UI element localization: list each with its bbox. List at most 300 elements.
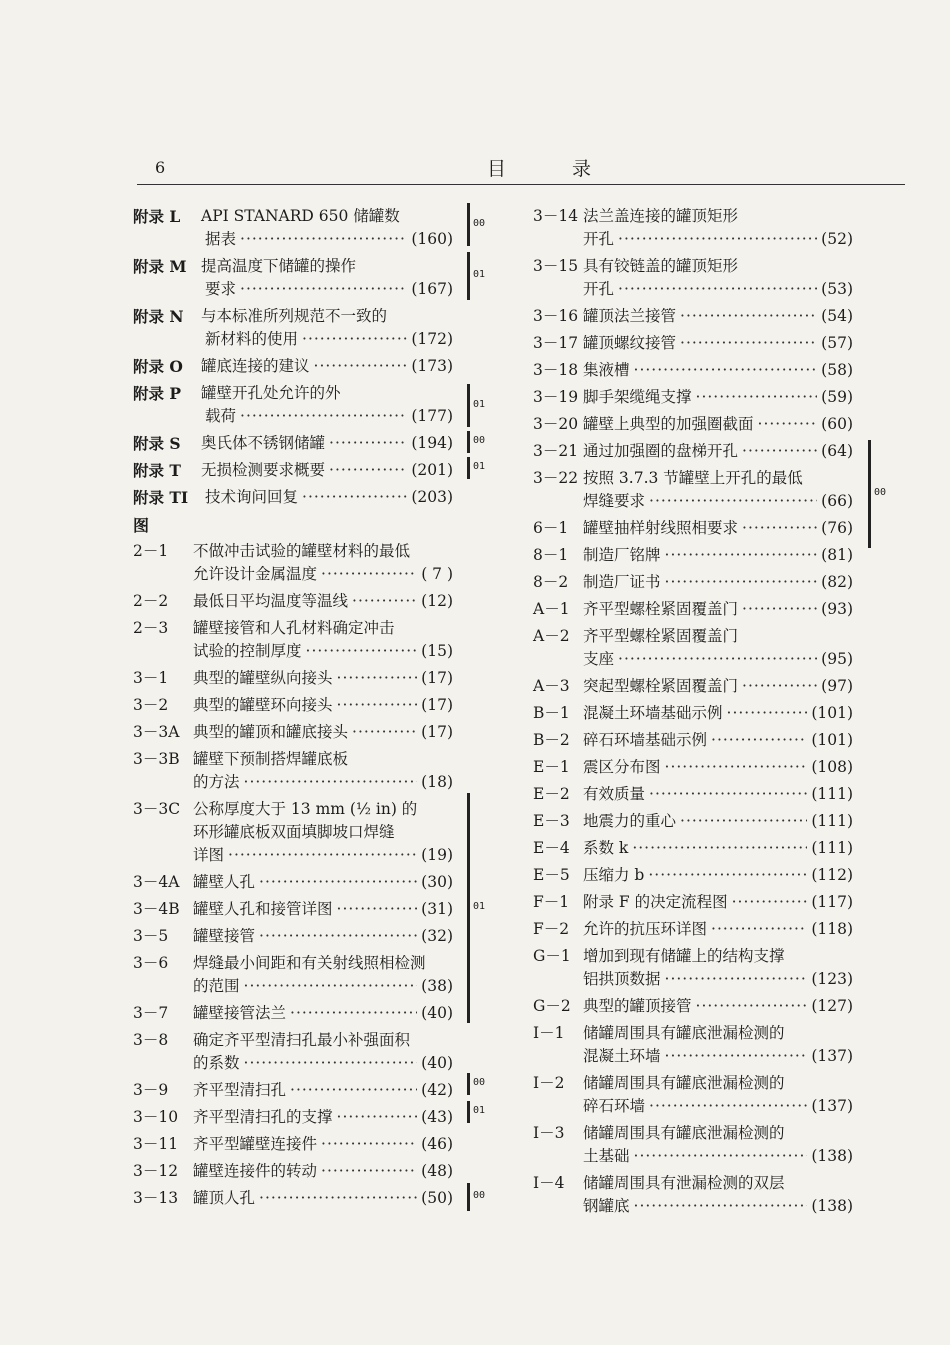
toc-entry-leader-row: [193, 771, 453, 794]
toc-entry-number: 3－3C: [133, 800, 181, 818]
toc-entry-title: 土基础: [583, 1147, 630, 1165]
toc-entry[interactable]: [133, 694, 453, 717]
dot-leader: [337, 1106, 418, 1129]
toc-entry-title: 按照 3.7.3 节罐壁上开孔的最低: [583, 469, 803, 487]
toc-entry-title: 储罐周围具有罐底泄漏检测的: [583, 1124, 785, 1142]
dot-leader: [742, 440, 817, 463]
toc-entry-title: 罐顶人孔: [193, 1189, 256, 1207]
dot-leader: [337, 667, 418, 690]
toc-entry-title: 最低日平均温度等温线: [193, 592, 349, 610]
toc-entry-leader-row: [193, 563, 453, 586]
dot-leader: [337, 898, 418, 921]
toc-entry-page: (172): [411, 330, 453, 348]
dot-leader: [352, 721, 417, 744]
toc-entry-title: 开孔: [583, 230, 615, 248]
toc-entry-page: (123): [811, 970, 853, 988]
toc-entry[interactable]: [533, 1122, 853, 1168]
toc-entry[interactable]: [133, 925, 453, 948]
toc-entry-leader-row: [205, 328, 453, 351]
toc-entry-number: 附录 P: [133, 384, 182, 403]
toc-entry-leader-row: [583, 305, 853, 328]
toc-entry-leader-row: [193, 925, 453, 948]
toc-entry-title: 要求: [205, 280, 237, 298]
toc-entry-leader-row: [583, 490, 853, 513]
dot-leader: [259, 1187, 417, 1210]
toc-entry-number: 3－8: [133, 1031, 169, 1049]
toc-entry[interactable]: [533, 255, 853, 301]
toc-entry-page: (12): [421, 592, 453, 610]
toc-entry[interactable]: [533, 837, 853, 860]
toc-entry-title: 罐壁上典型的加强圈截面: [583, 415, 754, 433]
toc-entry-leader-row: [583, 544, 853, 567]
toc-entry-leader-row: [193, 590, 453, 613]
toc-entry[interactable]: [133, 1160, 453, 1183]
revision-label: 00: [473, 217, 486, 229]
revision-label: 01: [473, 461, 486, 472]
toc-entry-leader-row: [193, 898, 453, 921]
toc-entry-page: ( 7 ): [421, 565, 453, 583]
toc-entry-title: 公称厚度大于 13 mm (½ in) 的: [193, 800, 418, 818]
revision-bar: [467, 457, 470, 479]
toc-entry[interactable]: [533, 544, 853, 567]
revision-bar: [467, 1183, 470, 1211]
toc-entry-title: 的系数: [193, 1054, 240, 1072]
toc-entry-leader-row: [583, 440, 853, 463]
dot-leader: [742, 598, 817, 621]
toc-entry-title: 齐平型罐壁连接件: [193, 1135, 318, 1153]
toc-entry-page: (97): [821, 677, 853, 695]
toc-entry-number: 8－1: [533, 546, 569, 564]
toc-entry-leader-row: [193, 844, 453, 867]
toc-entry-number: 3－16: [533, 307, 579, 325]
toc-entry-page: (60): [821, 415, 853, 433]
toc-entry[interactable]: [533, 1172, 853, 1218]
toc-entry-number: 3－12: [133, 1162, 179, 1180]
toc-entry-title: 允许设计金属温度: [193, 565, 318, 583]
toc-entry-number: B－1: [533, 704, 570, 722]
toc-entry-page: (111): [811, 785, 853, 803]
toc-entry-leader-row: [583, 702, 853, 725]
dot-leader: [742, 517, 817, 540]
toc-entry[interactable]: [533, 1022, 853, 1068]
toc-entry[interactable]: [133, 952, 453, 998]
toc-entry-leader-row: [193, 975, 453, 998]
toc-entry-number: B－2: [533, 731, 570, 749]
toc-entry-title: 罐壁连接件的转动: [193, 1162, 318, 1180]
toc-entry[interactable]: [533, 205, 853, 251]
toc-entry-page: (137): [811, 1047, 853, 1065]
toc-entry-number: 附录 M: [133, 257, 187, 276]
dot-leader: [649, 783, 807, 806]
toc-entry-title: 地震力的重心: [583, 812, 677, 830]
toc-entry-number: 3－17: [533, 334, 579, 352]
toc-entry[interactable]: [533, 675, 853, 698]
toc-entry-leader-row: [583, 1145, 853, 1168]
toc-entry-number: 6－1: [533, 519, 569, 537]
toc-entry-leader-row: [193, 721, 453, 744]
toc-entry[interactable]: [133, 590, 453, 613]
revision-bar: [467, 203, 470, 246]
dot-leader: [352, 590, 417, 613]
revision-label: 01: [473, 901, 486, 912]
toc-entry-title: 奥氏体不锈钢储罐: [201, 434, 326, 452]
toc-entry-title: 不做冲击试验的罐壁材料的最低: [193, 542, 411, 560]
toc-entry[interactable]: [533, 756, 853, 779]
toc-entry-number: I－1: [533, 1024, 565, 1042]
toc-entry-title: 无损检测要求概要: [201, 461, 326, 479]
toc-entry-title: 的范围: [193, 977, 240, 995]
revision-bar: [467, 431, 470, 453]
revision-label: 00: [473, 435, 486, 446]
toc-entry-leader-row: [201, 459, 453, 482]
toc-entry-leader-row: [205, 486, 453, 509]
toc-entry-number: 3－2: [133, 696, 169, 714]
toc-entry-number: 3－1: [133, 669, 169, 687]
toc-entry[interactable]: [133, 1079, 453, 1102]
toc-entry-leader-row: [583, 278, 853, 301]
toc-entry-page: (42): [421, 1081, 453, 1099]
toc-entry-number: 3－21: [533, 442, 579, 460]
toc-entry-page: (15): [421, 642, 453, 660]
toc-entry-leader-row: [583, 1195, 853, 1218]
toc-entry-number: 3－4B: [133, 900, 180, 918]
toc-entry-number: 2－2: [133, 592, 169, 610]
dot-leader: [742, 675, 817, 698]
toc-entry-number: 3－14: [533, 207, 579, 225]
dot-leader: [240, 405, 407, 428]
toc-entry-page: (46): [421, 1135, 453, 1153]
dot-leader: [302, 328, 407, 351]
toc-entry-title: 集液槽: [583, 361, 630, 379]
toc-entry-title: 压缩力 b: [583, 866, 645, 884]
toc-entry-title: 焊缝最小间距和有关射线照相检测: [193, 954, 426, 972]
toc-entry-page: (201): [411, 461, 453, 479]
toc-entry-number: 3－11: [133, 1135, 179, 1153]
toc-entry-page: (54): [821, 307, 853, 325]
dot-leader: [306, 640, 418, 663]
toc-entry[interactable]: [533, 864, 853, 887]
toc-entry[interactable]: [533, 810, 853, 833]
toc-entry-title: 载荷: [205, 407, 237, 425]
toc-entry[interactable]: [533, 332, 853, 355]
toc-entry[interactable]: [133, 205, 453, 251]
toc-entry[interactable]: [133, 1106, 453, 1129]
toc-entry[interactable]: [533, 918, 853, 941]
dot-leader: [758, 413, 818, 436]
toc-entry[interactable]: [133, 355, 453, 378]
dot-leader: [259, 871, 417, 894]
toc-entry-leader-row: [583, 837, 853, 860]
toc-entry-number: E－2: [533, 785, 570, 803]
toc-entry[interactable]: [133, 255, 453, 301]
toc-entry-number: E－4: [533, 839, 570, 857]
toc-entry[interactable]: [133, 898, 453, 921]
toc-entry[interactable]: [133, 617, 453, 663]
dot-leader: [649, 490, 817, 513]
toc-entry[interactable]: [533, 891, 853, 914]
dot-leader: [711, 729, 807, 752]
toc-entry[interactable]: [533, 625, 853, 671]
toc-entry-number: A－1: [533, 600, 570, 618]
toc-entry[interactable]: [533, 1072, 853, 1118]
dot-leader: [649, 1095, 807, 1118]
toc-entry[interactable]: [133, 748, 453, 794]
toc-entry-leader-row: [193, 1160, 453, 1183]
toc-entry-page: (137): [811, 1097, 853, 1115]
toc-entry-title: 震区分布图: [583, 758, 661, 776]
toc-entry-title: 支座: [583, 650, 615, 668]
toc-entry-title: 罐壁接管: [193, 927, 256, 945]
toc-entry-title: 储罐周围具有罐底泄漏检测的: [583, 1074, 785, 1092]
toc-entry-leader-row: [193, 667, 453, 690]
toc-entry-title: 脚手架缆绳支撑: [583, 388, 692, 406]
toc-entry[interactable]: [133, 432, 453, 455]
toc-entry-leader-row: [583, 332, 853, 355]
toc-entry-leader-row: [583, 598, 853, 621]
dot-leader: [665, 571, 818, 594]
toc-entry-leader-row: [583, 783, 853, 806]
dot-leader: [329, 459, 407, 482]
toc-entry[interactable]: [533, 440, 853, 463]
toc-entry-page: (40): [421, 1054, 453, 1072]
revision-label: 01: [473, 1105, 486, 1116]
dot-leader: [665, 756, 808, 779]
toc-entry-page: (173): [411, 357, 453, 375]
toc-entry[interactable]: [533, 359, 853, 382]
dot-leader: [696, 995, 808, 1018]
toc-entry-page: (32): [421, 927, 453, 945]
toc-entry-title: 齐平型清扫孔的支撑: [193, 1108, 333, 1126]
toc-entry[interactable]: [533, 517, 853, 540]
toc-entry-page: (50): [421, 1189, 453, 1207]
toc-entry-number: F－2: [533, 920, 570, 938]
toc-entry-title: 法兰盖连接的罐顶矩形: [583, 207, 739, 225]
toc-entry-page: (40): [421, 1004, 453, 1022]
toc-entry-number: 3－18: [533, 361, 579, 379]
toc-entry-title: 罐壁人孔: [193, 873, 256, 891]
dot-leader: [634, 359, 818, 382]
toc-entry-page: (53): [821, 280, 853, 298]
toc-entry-number: 附录 N: [133, 307, 184, 326]
toc-entry-page: (81): [821, 546, 853, 564]
toc-entry-number: 3－6: [133, 954, 169, 972]
toc-entry-leader-row: [583, 386, 853, 409]
toc-entry-page: (118): [811, 920, 853, 938]
toc-entry[interactable]: [533, 571, 853, 594]
toc-entry-number: I－3: [533, 1124, 565, 1142]
toc-entry-page: (48): [421, 1162, 453, 1180]
toc-entry-page: (167): [411, 280, 453, 298]
toc-entry-number: G－1: [533, 947, 571, 965]
toc-entry[interactable]: [533, 386, 853, 409]
toc-entry-leader-row: [583, 968, 853, 991]
toc-entry-title: 有效质量: [583, 785, 646, 803]
toc-entry-page: (101): [811, 731, 853, 749]
toc-entry-title: 制造厂证书: [583, 573, 661, 591]
toc-entry-page: (38): [421, 977, 453, 995]
toc-entry-leader-row: [583, 864, 853, 887]
toc-entry-title: 齐平型螺栓紧固覆盖门: [583, 600, 739, 618]
toc-entry[interactable]: [133, 721, 453, 744]
toc-entry-number: A－3: [533, 677, 570, 695]
toc-entry[interactable]: [133, 305, 453, 351]
toc-entry-title: 钢罐底: [583, 1197, 630, 1215]
dot-leader: [290, 1002, 417, 1025]
toc-entry[interactable]: [133, 382, 453, 428]
dot-leader: [240, 278, 407, 301]
toc-entry[interactable]: [533, 305, 853, 328]
toc-entry-number: 2－3: [133, 619, 169, 637]
revision-label: 00: [473, 1077, 486, 1088]
toc-entry-leader-row: [583, 517, 853, 540]
toc-entry-page: (82): [821, 573, 853, 591]
toc-entry[interactable]: [133, 459, 453, 482]
toc-entry-leader-row: [193, 1002, 453, 1025]
toc-entry-page: (30): [421, 873, 453, 891]
toc-entry-title: 通过加强圈的盘梯开孔: [583, 442, 739, 460]
dot-leader: [618, 648, 817, 671]
toc-entry[interactable]: [133, 871, 453, 894]
toc-entry-title: 罐底连接的建议: [201, 357, 310, 375]
toc-entry-leader-row: [205, 405, 453, 428]
toc-entry-page: (108): [811, 758, 853, 776]
toc-entry-page: (31): [421, 900, 453, 918]
dot-leader: [244, 771, 418, 794]
dot-leader: [727, 702, 808, 725]
toc-entry[interactable]: [533, 783, 853, 806]
toc-entry-number: F－1: [533, 893, 570, 911]
toc-entry[interactable]: [133, 798, 453, 867]
revision-bar: [467, 793, 470, 1023]
toc-entry-title: 储罐周围具有罐底泄漏检测的: [583, 1024, 785, 1042]
toc-entry-title: 具有铰链盖的罐顶矩形: [583, 257, 739, 275]
dot-leader: [321, 1160, 417, 1183]
toc-entry[interactable]: [533, 598, 853, 621]
toc-entry[interactable]: [133, 486, 453, 509]
toc-entry[interactable]: [133, 1187, 453, 1210]
toc-entry-leader-row: [583, 571, 853, 594]
toc-entry-page: (127): [811, 997, 853, 1015]
revision-label: 01: [473, 398, 486, 410]
toc-entry-page: (160): [411, 230, 453, 248]
toc-entry-page: (76): [821, 519, 853, 537]
toc-entry[interactable]: [133, 1002, 453, 1025]
toc-entry-number: I－4: [533, 1174, 565, 1192]
toc-entry-leader-row: [583, 1095, 853, 1118]
toc-entry-page: (52): [821, 230, 853, 248]
toc-entry-number: 2－1: [133, 542, 169, 560]
toc-entry-number: 3－3A: [133, 723, 180, 741]
toc-entry-number: 3－19: [533, 388, 579, 406]
toc-entry-leader-row: [583, 359, 853, 382]
toc-entry-leader-row: [583, 918, 853, 941]
toc-entry-title: 铝拱顶数据: [583, 970, 661, 988]
toc-entry-title: 罐壁下预制搭焊罐底板: [193, 750, 349, 768]
toc-entry-number: I－2: [533, 1074, 565, 1092]
toc-entry-leader-row: [193, 1106, 453, 1129]
toc-entry-leader-row: [193, 640, 453, 663]
toc-entry-page: (66): [821, 492, 853, 510]
toc-entry-title: 罐顶法兰接管: [583, 307, 677, 325]
toc-entry-title: 齐平型清扫孔: [193, 1081, 287, 1099]
toc-entry-leader-row: [583, 995, 853, 1018]
dot-leader: [634, 1145, 808, 1168]
toc-entry-title: 罐壁开孔处允许的外: [201, 384, 341, 402]
toc-entry-number: 附录 L: [133, 207, 181, 226]
toc-entry-page: (194): [411, 434, 453, 452]
toc-entry-number: 3－5: [133, 927, 169, 945]
dot-leader: [259, 925, 417, 948]
toc-entry-leader-row: [193, 871, 453, 894]
toc-entry-number: 附录 O: [133, 357, 183, 376]
toc-entry-title: 与本标准所列规范不一致的: [201, 307, 388, 325]
toc-entry-number: 3－4A: [133, 873, 180, 891]
dot-leader: [634, 1195, 808, 1218]
toc-entry[interactable]: [133, 1029, 453, 1075]
toc-entry-title: 罐顶螺纹接管: [583, 334, 677, 352]
toc-entry-page: (177): [411, 407, 453, 425]
toc-entry-leader-row: [583, 810, 853, 833]
dot-leader: [240, 228, 407, 251]
toc-entry[interactable]: [533, 945, 853, 991]
toc-entry-page: (57): [821, 334, 853, 352]
toc-entry[interactable]: [533, 413, 853, 436]
toc-entry-number: A－2: [533, 627, 570, 645]
toc-entry-page: (117): [811, 893, 853, 911]
toc-entry-title: 制造厂铭牌: [583, 546, 661, 564]
dot-leader: [648, 864, 807, 887]
revision-bar: [467, 1073, 470, 1095]
toc-entry-leader-row: [193, 694, 453, 717]
toc-entry-title: 典型的罐顶和罐底接头: [193, 723, 349, 741]
page-number: 6: [155, 158, 166, 177]
dot-leader: [665, 968, 808, 991]
toc-entry-number: 3－22: [533, 469, 579, 487]
toc-entry-title: 允许的抗压环详图: [583, 920, 708, 938]
toc-entry-page: (95): [821, 650, 853, 668]
toc-entry-number: 3－20: [533, 415, 579, 433]
toc-entry-title: 典型的罐壁环向接头: [193, 696, 333, 714]
dot-leader: [632, 837, 807, 860]
dot-leader: [337, 694, 418, 717]
toc-entry[interactable]: [533, 729, 853, 752]
toc-entry-title: 环形罐底板双面填脚坡口焊缝: [193, 823, 395, 841]
toc-entry-number: 8－2: [533, 573, 569, 591]
toc-entry[interactable]: [533, 702, 853, 725]
toc-entry[interactable]: [133, 1133, 453, 1156]
dot-leader: [732, 891, 808, 914]
toc-entry-number: 附录 TI: [133, 488, 189, 507]
toc-entry-page: (203): [411, 488, 453, 506]
toc-entry-title: 附录 F 的决定流程图: [583, 893, 728, 911]
toc-entry[interactable]: [533, 467, 853, 513]
toc-entry[interactable]: [133, 540, 453, 586]
dot-leader: [711, 918, 807, 941]
toc-entry-number: 3－10: [133, 1108, 179, 1126]
toc-entry[interactable]: [533, 995, 853, 1018]
toc-entry-title: 技术询问回复: [205, 488, 299, 506]
toc-entry[interactable]: [133, 667, 453, 690]
toc-entry-title: 典型的罐壁纵向接头: [193, 669, 333, 687]
page-title: 目 录: [487, 158, 622, 180]
toc-entry-leader-row: [583, 891, 853, 914]
toc-entry-page: (101): [811, 704, 853, 722]
dot-leader: [665, 544, 818, 567]
toc-entry-title: 详图: [193, 846, 225, 864]
toc-entry-leader-row: [583, 228, 853, 251]
toc-entry-title: 突起型螺栓紧固覆盖门: [583, 677, 739, 695]
dot-leader: [680, 305, 817, 328]
